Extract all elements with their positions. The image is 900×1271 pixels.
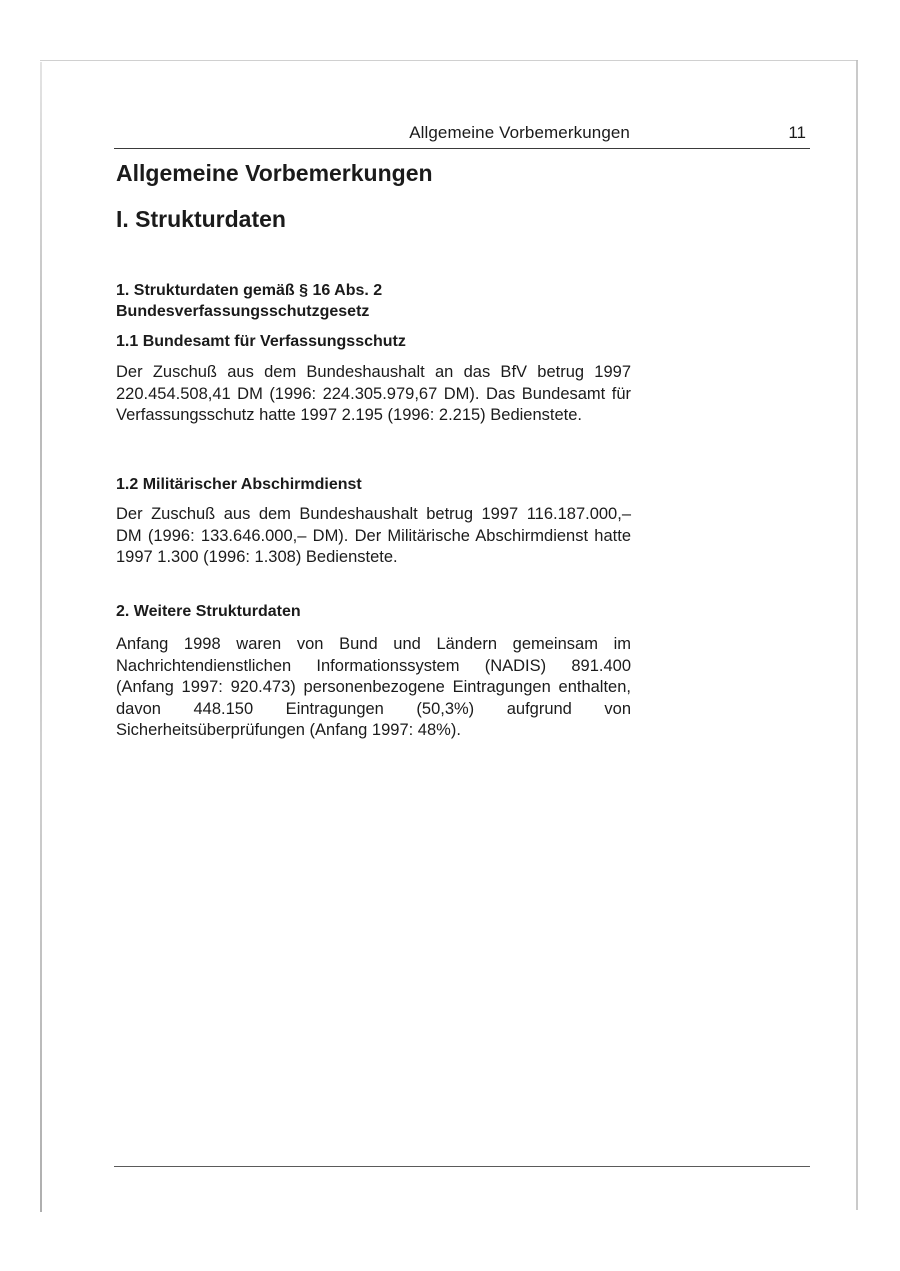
scan-edge-left <box>40 62 42 1212</box>
subsection-1-heading <box>116 280 382 322</box>
page-number: 11 <box>788 123 806 142</box>
scan-edge-top <box>40 60 858 61</box>
page-title: Allgemeine Vorbemerkungen <box>116 160 433 186</box>
subsection-1-1-heading: 1.1 Bundesamt für Verfassungsschutz <box>116 333 406 350</box>
subsection-1-2-heading: 1.2 Militärischer Abschirmdienst <box>116 476 362 493</box>
subsection-2-paragraph: Anfang 1998 waren von Bund und Ländern gemeinsam im Nachrichtendienstlichen Informationssystem (NADIS) 891.400 (Anfang 1997: 920.473) personenbezogene Eintragungen enthalten, davon 448.150 Eintragungen (50,3%) aufgrund von Sicherheitsüberprüfungen (Anfang 1997: 48%). <box>116 635 631 739</box>
running-header <box>114 122 810 149</box>
scan-edge-right <box>856 60 858 1210</box>
section-heading: I. Strukturdaten <box>116 206 286 232</box>
footer-rule <box>114 1166 810 1167</box>
subsection-1-heading-line2: Bundesverfassungsschutzgesetz <box>116 303 370 320</box>
running-title: Allgemeine Vorbemerkungen <box>409 123 630 142</box>
subsection-1-heading-line1: 1. Strukturdaten gemäß § 16 Abs. 2 <box>116 282 383 299</box>
subsection-1-2-paragraph: Der Zuschuß aus dem Bundeshaushalt betrug 1997 116.187.000,– DM (1996: 133.646.000,– DM). Der Militärische Abschirmdienst hatte 1997 1.300 (1996: 1.308) Bedienstete. <box>116 505 631 566</box>
subsection-2-heading: 2. Weitere Strukturdaten <box>116 603 301 620</box>
subsection-1-1-paragraph: Der Zuschuß aus dem Bundeshaushalt an das BfV betrug 1997 220.454.508,41 DM (1996: 224.305.979,67 DM). Das Bundesamt für Verfassungsschutz hatte 1997 2.195 (1996: 2.215) Bedienstete. <box>116 363 631 424</box>
